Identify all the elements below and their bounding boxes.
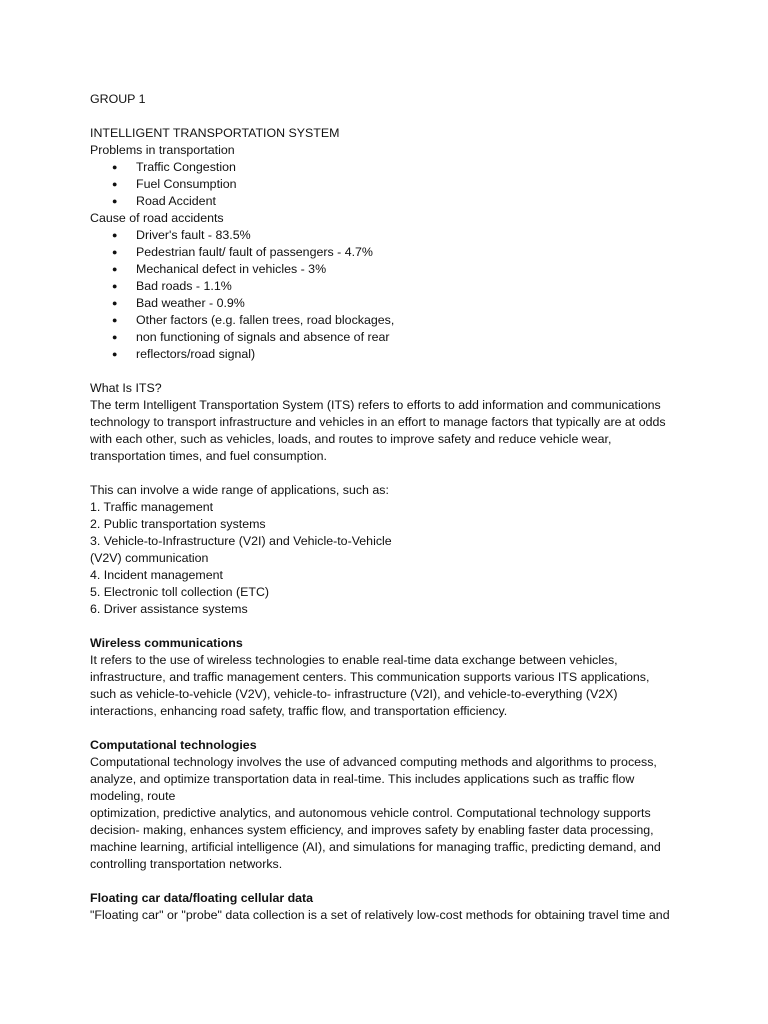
paragraph-line: optimization, predictive analytics, and autonomous vehicle control. Computational technology supports xyxy=(90,806,651,820)
list-item: ● Pedestrian fault/ fault of passengers - 4.7% xyxy=(90,244,690,261)
paragraph-line: The term Intelligent Transportation System (ITS) refers to efforts to add information and communications xyxy=(90,398,661,412)
group-label: GROUP 1 xyxy=(90,92,146,106)
what-is-heading: What Is ITS? xyxy=(90,381,162,395)
applications-intro: This can involve a wide range of applications, such as: xyxy=(90,483,389,497)
list-item: 6. Driver assistance systems xyxy=(90,602,248,616)
paragraph-line: modeling, route xyxy=(90,789,176,803)
paragraph-line: Computational technology involves the use of advanced computing methods and algorithms to process, xyxy=(90,755,657,769)
causes-heading: Cause of road accidents xyxy=(90,211,224,225)
causes-list xyxy=(90,227,690,363)
applications-list xyxy=(90,499,690,618)
paragraph-line: interactions, enhancing road safety, traffic flow, and transportation efficiency. xyxy=(90,704,508,718)
paragraph-line: decision- making, enhances system efficiency, and improves safety by enabling faster data processing, xyxy=(90,823,654,837)
list-item: ● Mechanical defect in vehicles - 3% xyxy=(90,261,690,278)
paragraph-line: controlling transportation networks. xyxy=(90,857,283,871)
list-item: ● Fuel Consumption xyxy=(90,176,690,193)
document-page xyxy=(90,91,690,924)
spacer xyxy=(90,465,690,482)
list-item: ● non functioning of signals and absence of rear xyxy=(90,329,690,346)
computational-heading: Computational technologies xyxy=(90,738,257,752)
problems-list xyxy=(90,159,690,210)
list-item: ● Bad weather - 0.9% xyxy=(90,295,690,312)
paragraph-line: technology to transport infrastructure and vehicles in an effort to manage factors that typically are at odds xyxy=(90,415,666,429)
list-item: ● reflectors/road signal) xyxy=(90,346,690,363)
list-item: 5. Electronic toll collection (ETC) xyxy=(90,585,270,599)
paragraph-line: infrastructure, and traffic management centers. This communication supports various ITS applications, xyxy=(90,670,650,684)
what-is-paragraph xyxy=(90,397,690,465)
spacer xyxy=(90,618,690,635)
spacer xyxy=(90,720,690,737)
paragraph-line: analyze, and optimize transportation data in real-time. This includes applications such as traffic flow xyxy=(90,772,635,786)
spacer xyxy=(90,873,690,890)
paragraph-line: transportation times, and fuel consumption. xyxy=(90,449,327,463)
paragraph-line: machine learning, artificial intelligence (AI), and simulations for managing traffic, predicting demand, and xyxy=(90,840,661,854)
paragraph-line: with each other, such as vehicles, loads, and routes to improve safety and reduce vehicle wear, xyxy=(90,432,612,446)
problems-heading: Problems in transportation xyxy=(90,143,235,157)
paragraph-line: such as vehicle-to-vehicle (V2V), vehicle-to- infrastructure (V2I), and vehicle-to-everything (V2X) xyxy=(90,687,618,701)
paragraph-line: "Floating car" or "probe" data collection is a set of relatively low-cost methods for obtaining travel time and xyxy=(90,908,670,922)
list-item: ● Traffic Congestion xyxy=(90,159,690,176)
list-item: ● Road Accident xyxy=(90,193,690,210)
floating-heading: Floating car data/floating cellular data xyxy=(90,891,314,905)
wireless-paragraph xyxy=(90,652,690,720)
list-item: 4. Incident management xyxy=(90,568,223,582)
list-item: ● Bad roads - 1.1% xyxy=(90,278,690,295)
paragraph-line: It refers to the use of wireless technologies to enable real-time data exchange between vehicles, xyxy=(90,653,618,667)
list-item: ● Driver's fault - 83.5% xyxy=(90,227,690,244)
list-item: (V2V) communication xyxy=(90,551,209,565)
computational-paragraph xyxy=(90,754,690,873)
list-item: 3. Vehicle-to-Infrastructure (V2I) and Vehicle-to-Vehicle xyxy=(90,534,392,548)
spacer xyxy=(90,108,690,125)
list-item: ● Other factors (e.g. fallen trees, road blockages, xyxy=(90,312,690,329)
list-item: 2. Public transportation systems xyxy=(90,517,266,531)
list-item: 1. Traffic management xyxy=(90,500,214,514)
wireless-heading: Wireless communications xyxy=(90,636,243,650)
spacer xyxy=(90,363,690,380)
document-title: INTELLIGENT TRANSPORTATION SYSTEM xyxy=(90,126,340,140)
floating-paragraph xyxy=(90,907,690,924)
